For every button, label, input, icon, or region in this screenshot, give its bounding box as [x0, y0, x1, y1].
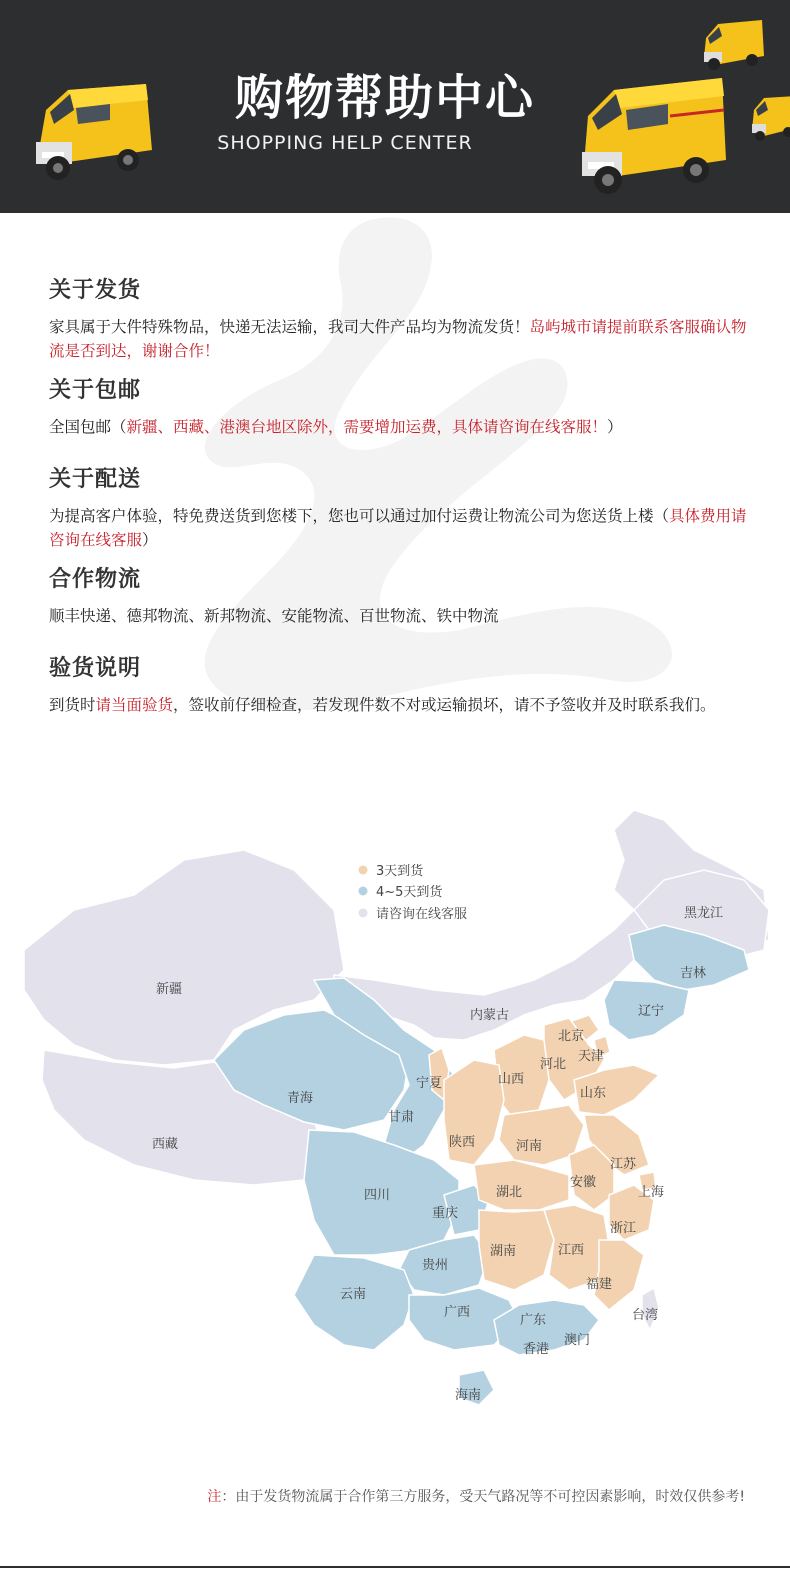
map-legend: [359, 863, 468, 922]
map-label: 黑龙江: [684, 906, 724, 921]
section-free-shipping: [49, 376, 754, 439]
map-label: 江苏: [610, 1157, 637, 1172]
map-label: 浙江: [610, 1221, 637, 1236]
map-label: 云南: [340, 1287, 367, 1302]
map-label: 湖北: [496, 1185, 523, 1200]
map-label: 广西: [444, 1305, 471, 1320]
map-label: 广东: [520, 1313, 547, 1328]
map-label: 贵州: [422, 1258, 449, 1273]
map-label: 宁夏: [416, 1076, 443, 1091]
text-segment-highlight: 岛屿城市请提前联系客服确认物流是否到达，谢谢合作！: [49, 318, 747, 360]
note-prefix: 注: [207, 1489, 222, 1505]
text-segment: 顺丰快递、德邦物流、新邦物流、安能物流、百世物流、铁中物流: [49, 607, 499, 625]
map-label: 北京: [558, 1029, 585, 1044]
map-label: 上海: [638, 1185, 665, 1200]
legend-label: 3天到货: [376, 864, 424, 879]
map-label: 吉林: [680, 966, 707, 981]
text-segment-highlight: 新疆、西藏、港澳台地区除外，需要增加运费，具体请咨询在线客服！: [126, 418, 608, 436]
text-segment: ）: [607, 418, 623, 436]
map-label: 陕西: [449, 1135, 476, 1150]
map-label: 西藏: [152, 1137, 179, 1152]
map-label: 香港: [523, 1342, 550, 1357]
map-region-yunnan: [294, 1255, 414, 1350]
map-label: 甘肃: [388, 1110, 415, 1125]
footer-divider: [0, 1566, 790, 1568]
map-label: 河北: [540, 1057, 567, 1072]
map-label: 四川: [364, 1188, 391, 1203]
map-label: 江西: [558, 1243, 585, 1258]
section-title: 合作物流: [49, 567, 142, 592]
text-segment-highlight: 请当面验货: [95, 696, 174, 714]
text-segment: ）: [142, 531, 158, 549]
text-segment-highlight: 具体费用请咨询在线客服: [49, 507, 747, 549]
text-segment: 全国包邮（: [49, 418, 127, 436]
section-inspection: [49, 654, 754, 717]
map-label: 天津: [578, 1049, 605, 1064]
section-logistics-partners: [49, 565, 754, 628]
section-text: [49, 315, 754, 363]
map-label: 福建: [586, 1277, 613, 1292]
delivery-van-icon: [578, 72, 728, 196]
map-label: 山东: [580, 1086, 607, 1101]
map-label: 山西: [498, 1072, 525, 1087]
section-text: [49, 415, 754, 439]
delivery-van-icon: [700, 18, 766, 72]
section-text: [49, 693, 754, 717]
map-label: 内蒙古: [470, 1008, 510, 1023]
section-shipping: [49, 276, 754, 363]
legend-label: 请咨询在线客服: [376, 907, 468, 922]
map-label: 湖南: [490, 1244, 517, 1259]
footer-note: [0, 1486, 745, 1508]
text-segment: 家具属于大件特殊物品，快递无法运输，我司大件产品均为物流发货！: [49, 318, 530, 336]
map-label: 澳门: [564, 1333, 591, 1348]
legend-swatch-3-days: [359, 866, 368, 875]
section-delivery: [49, 465, 754, 552]
section-title: 关于配送: [49, 467, 142, 492]
section-text: [49, 504, 754, 552]
section-text: [49, 604, 754, 628]
page-title: 购物帮助中心: [234, 70, 535, 126]
section-title: 验货说明: [49, 656, 142, 681]
delivery-van-icon: [748, 92, 790, 142]
note-text: ：由于发货物流属于合作第三方服务，受天气路况等不可控因素影响，时效仅供参考!: [221, 1489, 745, 1505]
text-segment: 为提高客户体验，特免费送货到您楼下，您也可以通过加付运费让物流公司为您送货上楼（: [49, 507, 670, 525]
map-label: 新疆: [156, 982, 183, 997]
map-label: 辽宁: [638, 1004, 665, 1019]
header-banner: [0, 0, 790, 213]
legend-label: 4~5天到货: [376, 885, 443, 900]
section-title: 关于发货: [49, 278, 142, 303]
map-label: 台湾: [632, 1308, 659, 1323]
legend-swatch-ask: [359, 909, 368, 918]
delivery-time-map: [14, 800, 774, 1420]
text-segment: ，签收前仔细检查，若发现件数不对或运输损坏，请不予签收并及时联系我们。: [173, 696, 716, 714]
map-label: 海南: [455, 1388, 482, 1403]
text-segment: 到货时: [49, 696, 96, 714]
map-label: 安徽: [570, 1175, 597, 1190]
section-title: 关于包邮: [49, 378, 142, 403]
map-label: 重庆: [432, 1206, 459, 1221]
map-region-fujian: [594, 1240, 644, 1310]
map-label: 青海: [287, 1091, 314, 1106]
page-subtitle: SHOPPING HELP CENTER: [217, 132, 473, 154]
map-label: 河南: [516, 1139, 543, 1154]
legend-swatch-4-5-days: [359, 887, 368, 896]
